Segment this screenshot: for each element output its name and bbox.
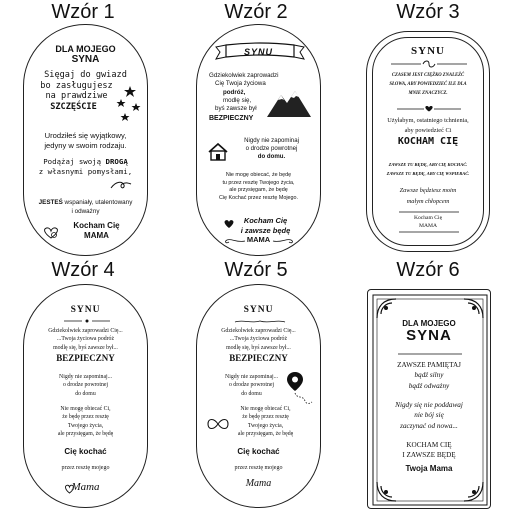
heart-scribble-icon xyxy=(42,226,60,240)
flourish-divider-icon xyxy=(233,318,287,325)
w5-line: ale przysięgam, że będę xyxy=(237,431,294,438)
w1-line: Podążaj swoją DROGĄ xyxy=(43,157,128,166)
title-divider-icon xyxy=(398,352,462,356)
w2-line: tu przez resztę Twojego życia, xyxy=(222,179,295,186)
w1-line: bo zasługujesz xyxy=(40,80,113,91)
label-wzor-6: Wzór 6 xyxy=(396,259,460,281)
infinity-icon xyxy=(205,415,231,433)
w5-signature-mama: Mama xyxy=(245,478,272,489)
flourish-divider-icon xyxy=(62,318,112,324)
label-wzor-1: Wzór 1 xyxy=(51,1,115,23)
w2-line: Cię Twoja życiowa xyxy=(215,80,266,88)
stars-icon xyxy=(116,85,142,125)
w5-line: ...Twoja życiowa podróż xyxy=(229,336,288,343)
bottom-divider-icon xyxy=(399,210,459,214)
card-wzor-6[interactable] xyxy=(367,289,491,509)
w5-line: Nigdy nie zapominaj... xyxy=(225,374,278,380)
w1-line: na prawdziwe xyxy=(45,91,108,102)
card-wzor-3[interactable] xyxy=(366,31,490,252)
w4-line: Gdziekolwiek zaprowadzi Cię... xyxy=(48,328,123,334)
w1-title-line1: DLA MOJEGO xyxy=(55,44,116,54)
w6-line: zaczynać od nowa... xyxy=(400,421,458,430)
w4-line: że będę przez resztę xyxy=(62,414,109,421)
w3-closing-line: Kocham Cię xyxy=(413,215,443,221)
w5-line: o drodze powrotnej xyxy=(228,382,275,389)
w4-highlight-bezpieczny: BEZPIECZNY xyxy=(56,353,115,363)
w3-line: małym chłopcem xyxy=(406,198,450,206)
w2-line: modlę się, xyxy=(223,97,252,105)
w6-closing-line: KOCHAM CIĘ xyxy=(406,441,452,449)
card-wzor-5[interactable] xyxy=(196,284,321,508)
w2-closing-line: Kocham Cię xyxy=(243,216,288,225)
heart-small-icon xyxy=(223,219,235,229)
w4-line: do domu xyxy=(75,390,96,397)
w6-signature-mama: Twoja Mama xyxy=(405,464,453,473)
w3-line: Użyłabym, ostatniego tchnienia, xyxy=(387,117,469,124)
w1-line: JESTEŚ wspaniały, utalentowany xyxy=(38,199,133,206)
w2-line: Gdziekolwiek zaprowadzi xyxy=(209,72,279,79)
w6-closing-line: I ZAWSZE BĘDĘ xyxy=(402,450,456,459)
w5-line: przez resztę mojego xyxy=(234,465,283,471)
label-wzor-5: Wzór 5 xyxy=(224,259,288,281)
w3-line: SŁOWA, ABY POWIEDZIEĆ ILE DLA xyxy=(389,81,467,87)
w4-line: Nigdy nie zapominaj... xyxy=(59,374,112,380)
w4-signature-mama: Mama xyxy=(71,481,100,493)
w1-title-line2: SYNA xyxy=(71,54,100,66)
w4-line: Nie mogę obiecać Ci, xyxy=(60,406,111,412)
swirl-icon xyxy=(110,180,132,190)
w6-line: Nigdy się nie poddawaj xyxy=(395,401,463,409)
label-wzor-2: Wzór 2 xyxy=(224,1,288,23)
heart-outline-icon xyxy=(64,484,75,494)
w6-line: ZAWSZE PAMIĘTAJ xyxy=(397,361,461,369)
w5-line: Nie mogę obiecać Ci, xyxy=(240,406,291,412)
swirl-left-icon xyxy=(223,237,245,245)
w4-line: przez resztę mojego xyxy=(61,465,110,471)
w6-line: bądź silny xyxy=(414,371,444,380)
w3-line: ZAWSZE TU BĘDĘ, ABY CIĘ KOCHAĆ. xyxy=(388,162,468,167)
w6-line: nie bój się xyxy=(414,411,444,420)
w3-line: Zawsze będziesz moim xyxy=(399,187,457,194)
heart-divider-icon xyxy=(397,105,461,112)
w6-title-line2: SYNA xyxy=(406,327,452,345)
w3-kocham-cie: KOCHAM CIĘ xyxy=(397,136,459,147)
w1-line: z własnymi pomysłami, xyxy=(38,166,133,176)
house-icon xyxy=(207,143,229,161)
bottom-divider-icon xyxy=(399,230,459,234)
w2-highlight-bezpieczny: BEZPIECZNY xyxy=(209,114,254,122)
w2-line: o drodze powrotnej xyxy=(245,145,298,153)
label-wzor-3: Wzór 3 xyxy=(396,1,460,23)
w1-highlight-szczescie: SZCZĘŚCIE xyxy=(50,102,97,113)
swirl-right-icon xyxy=(273,237,295,245)
w2-line: byś zawsze był xyxy=(215,105,257,113)
card-wzor-4[interactable] xyxy=(23,284,148,508)
w5-line: Twojego życia, xyxy=(247,422,284,429)
w1-line: i odważny xyxy=(71,207,100,215)
w2-signature-mama: MAMA xyxy=(246,235,271,244)
w5-line: modlę się, byś zawsze był... xyxy=(226,344,291,351)
w3-line: CZASEM JEST CIĘŻKO ZNALEŹĆ xyxy=(391,73,465,78)
w2-line: Nigdy nie zapominaj xyxy=(244,137,299,144)
w2-line: podróż, xyxy=(223,88,246,96)
w2-banner-title: SYNU xyxy=(243,47,273,57)
w4-line: ...Twoja życiowa podróż xyxy=(56,336,115,343)
w5-line: że będę przez resztę xyxy=(242,414,289,421)
w1-line: jedyny w swoim rodzaju. xyxy=(44,140,127,150)
w4-highlight-cie-kochac: Cię kochać xyxy=(64,447,107,456)
w6-line: bądź odważny xyxy=(408,381,450,390)
w1-highlight-droga: DROGĄ xyxy=(105,157,128,166)
card-wzor-2[interactable] xyxy=(196,24,321,256)
w4-line: o drodze powrotnej xyxy=(62,382,109,389)
w2-line: ale przysięgam, że będę xyxy=(229,187,288,194)
w2-line: Cię Kochać przez resztę Mojego. xyxy=(218,194,299,201)
w4-line: Twojego życia, xyxy=(67,422,104,429)
location-pin-icon xyxy=(287,371,313,405)
w4-title: SYNU xyxy=(70,305,101,315)
w1-line: Sięgaj do gwiazd xyxy=(44,70,127,80)
mountains-icon xyxy=(267,89,311,119)
w3-line: ZAWSZE TU BĘDĘ, ABY CIĘ WSPIERAĆ. xyxy=(386,171,470,176)
w5-title: SYNU xyxy=(243,305,274,315)
w1-line: Urodziłeś się wyjątkowy, xyxy=(44,131,127,140)
w3-line: MNIE ZNACZYCZ. xyxy=(408,90,448,96)
w5-line: do domu xyxy=(241,390,262,397)
w2-line: Nie mogę obiecać, że będę xyxy=(225,172,292,178)
w2-line: do domu. xyxy=(257,153,286,161)
label-wzor-4: Wzór 4 xyxy=(51,259,115,281)
card-wzor-1[interactable] xyxy=(23,24,148,256)
w5-highlight-bezpieczny: BEZPIECZNY xyxy=(229,353,288,363)
w5-highlight-cie-kochac: Cię kochać xyxy=(237,447,280,456)
w1-signature-mama: MAMA xyxy=(84,231,109,240)
w3-signature-mama: MAMA xyxy=(418,222,438,229)
flourish-divider-icon xyxy=(389,60,469,68)
w4-line: modlę się, byś zawsze był... xyxy=(53,344,118,351)
w3-line: aby powiedzieć Ci xyxy=(404,126,452,134)
w5-line: Gdziekolwiek zaprowadzi Cię... xyxy=(221,328,296,334)
w2-closing-line: i zawsze będę xyxy=(240,225,291,235)
w3-title: SYNU xyxy=(411,45,445,57)
w4-line: ale przysięgam, że będę xyxy=(57,431,114,438)
w1-closing-line: Kocham Cię xyxy=(73,221,120,230)
w6-title-line1: DLA MOJEGO xyxy=(402,319,456,328)
w1-highlight-jestes: JESTEŚ xyxy=(38,199,63,206)
